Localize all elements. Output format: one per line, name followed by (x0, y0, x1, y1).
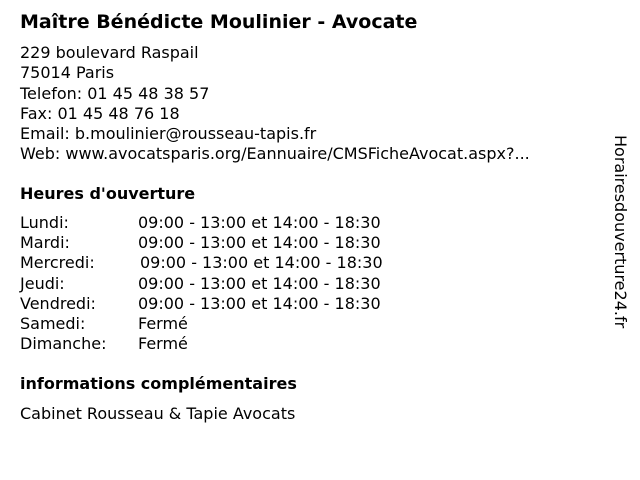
hours-row-thursday (20, 274, 440, 294)
hours-row-tuesday (20, 233, 440, 253)
info-heading: informations complémentaires (20, 374, 297, 393)
hours-row-monday (20, 213, 440, 233)
info-text: Cabinet Rousseau & Tapie Avocats (20, 404, 296, 423)
address-city: 75014 Paris (20, 63, 115, 83)
hours-row-friday (20, 294, 440, 314)
time-value: Fermé (138, 313, 188, 333)
hours-row-sunday (20, 334, 440, 354)
time-value: 09:00 - 13:00 et 14:00 - 18:30 (140, 253, 383, 273)
web-label: Web: (20, 144, 66, 164)
day-label: Jeudi: (20, 273, 65, 293)
time-value: 09:00 - 13:00 et 14:00 - 18:30 (138, 233, 381, 253)
email-link[interactable]: b.moulinier@rousseau-tapis.fr (74, 124, 317, 144)
email-line (20, 124, 530, 144)
opening-hours-list (20, 213, 440, 354)
fax-line: Fax: 01 45 48 76 18 (20, 103, 180, 123)
day-label: Samedi: (20, 313, 86, 333)
day-label: Mardi: (20, 233, 70, 253)
day-label: Vendredi: (20, 293, 96, 313)
phone-line: Telefon: 01 45 48 38 57 (20, 83, 210, 103)
address-street: 229 boulevard Raspail (20, 43, 199, 62)
site-brand-vertical: Horairesdouverture24.fr (611, 135, 630, 329)
time-value: 09:00 - 13:00 et 14:00 - 18:30 (138, 273, 381, 293)
web-line (20, 144, 530, 164)
page-title: Maître Bénédicte Moulinier - Avocate (20, 11, 418, 33)
time-value: 09:00 - 13:00 et 14:00 - 18:30 (138, 213, 381, 232)
day-label: Mercredi: (20, 253, 95, 273)
web-link[interactable]: www.avocatsparis.org/Eannuaire/CMSFicheAvocat.aspx?... (65, 144, 530, 164)
day-label: Dimanche: (20, 334, 107, 354)
email-label: Email: (20, 124, 75, 144)
time-value: 09:00 - 13:00 et 14:00 - 18:30 (138, 293, 381, 313)
time-value: Fermé (138, 334, 188, 354)
day-label: Lundi: (20, 213, 69, 232)
hours-row-saturday (20, 314, 440, 334)
hours-row-wednesday (20, 253, 440, 273)
hours-heading: Heures d'ouverture (20, 184, 196, 203)
contact-block (20, 43, 530, 165)
